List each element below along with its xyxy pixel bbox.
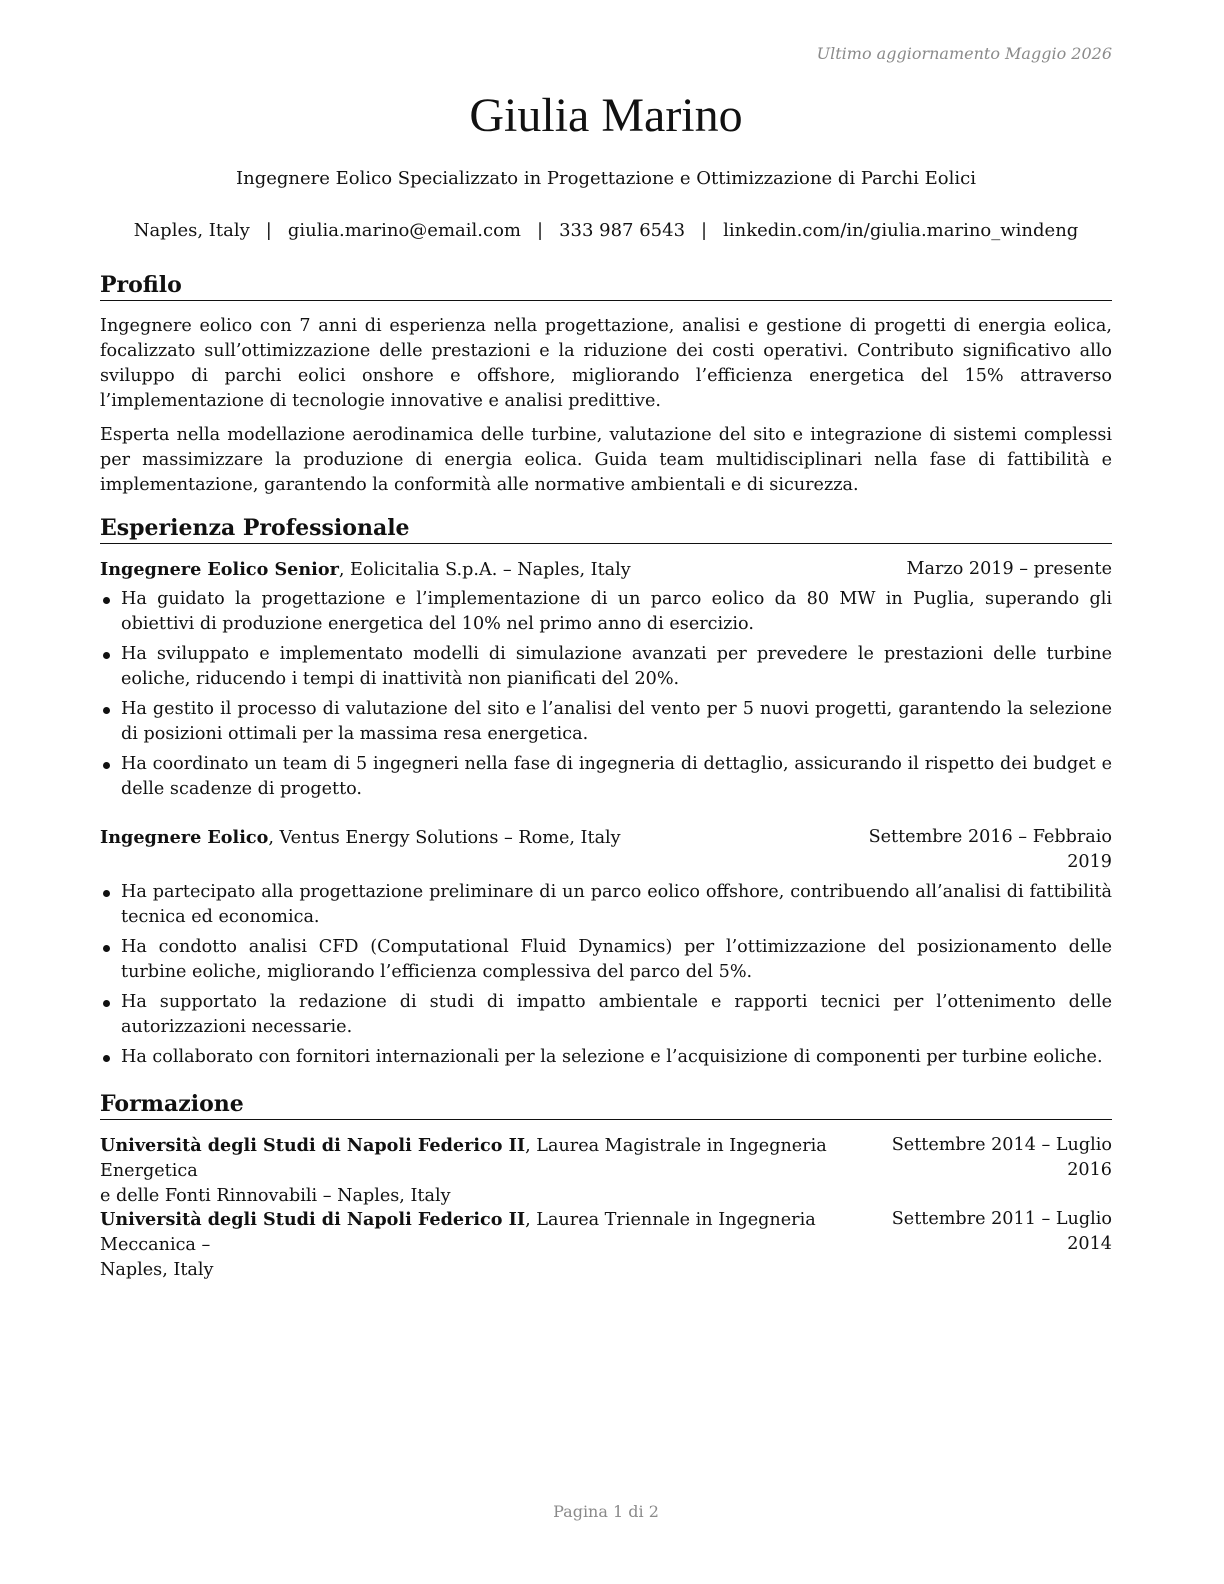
section-title-profile: Profilo — [100, 271, 1112, 301]
contact-phone: 333 987 6543 — [559, 220, 686, 241]
contact-separator: | — [265, 220, 272, 241]
list-item: Ha gestito il processo di valutazione del sito e l’analisi del vento per 5 nuovi progetti, garantendo la selezione di posizioni ottimali per la massima resa energetica. — [100, 697, 1112, 747]
contact-separator: | — [701, 220, 708, 241]
job-dates: Settembre 2016 – Febbraio 2019 — [868, 827, 1112, 872]
resume-page — [100, 0, 1112, 1584]
list-item: Ha supportato la redazione di studi di impatto ambientale e rapporti tecnici per l’ottenimento delle autorizzazioni necessarie. — [100, 990, 1112, 1040]
list-item: Ha coordinato un team di 5 ingegneri nella fase di ingegneria di dettaglio, assicurando il rispetto dei budget e delle scadenze di progetto. — [100, 752, 1112, 802]
bullet-icon — [103, 652, 110, 659]
bullet-icon — [103, 762, 110, 769]
job-company: , Eolicitalia S.p.A. – Naples, Italy — [338, 560, 631, 580]
job-bullets — [100, 880, 1112, 1075]
list-item: Ha condotto analisi CFD (Computational Fluid Dynamics) per l’ottimizzazione del posizionamento delle turbine eoliche, migliorando l’efficienza complessiva del parco del 5%. — [100, 935, 1112, 985]
job-role: Ingegnere Eolico Senior — [100, 559, 339, 580]
list-item: Ha collaborato con fornitori internazionali per la selezione e l’acquisizione di componenti per turbine eoliche. — [100, 1045, 1112, 1070]
bullet-icon — [103, 890, 110, 897]
job-bullets — [100, 587, 1112, 807]
bullet-icon — [103, 1055, 110, 1062]
contact-separator: | — [536, 220, 544, 241]
list-item: Ha partecipato alla progettazione preliminare di un parco eolico offshore, contribuendo all’analisi di fattibilità tecnica ed economica. — [100, 880, 1112, 930]
degree-continued: e delle Fonti Rinnovabili – Naples, Italy — [100, 1186, 451, 1206]
section-title-experience: Esperienza Professionale — [100, 514, 1112, 544]
school-name: Università degli Studi di Napoli Federico II — [100, 1135, 526, 1156]
job-dates: Marzo 2019 – presente — [906, 559, 1112, 579]
job-header — [100, 557, 1112, 583]
education-entry — [100, 1207, 1112, 1283]
candidate-name: Giulia Marino — [469, 89, 743, 142]
school-name: Università degli Studi di Napoli Federico II — [100, 1209, 526, 1230]
profile-paragraph: Esperta nella modellazione aerodinamica delle turbine, valutazione del sito e integrazione di sistemi complessi per massimizzare la produzione di energia eolica. Guida team multidisciplinari nella fase di fattibilità e implementazione, garantendo la conformità alle normative ambientali e di sicurezza. — [100, 425, 1112, 495]
bullet-icon — [103, 945, 110, 952]
education-dates: Settembre 2011 – Luglio 2014 — [891, 1209, 1112, 1254]
bullet-icon — [103, 707, 110, 714]
last-updated-note: Ultimo aggiornamento Maggio 2026 — [816, 44, 1112, 63]
bullet-icon — [103, 597, 110, 604]
job-header — [100, 825, 1112, 875]
list-item: Ha sviluppato e implementato modelli di simulazione avanzati per prevedere le prestazioni delle turbine eoliche, riducendo i tempi di inattività non pianificati del 20%. — [100, 642, 1112, 692]
page-number: Pagina 1 di 2 — [553, 1502, 659, 1521]
list-item: Ha guidato la progettazione e l’implementazione di un parco eolico da 80 MW in Puglia, superando gli obiettivi di produzione energetica del 10% nel primo anno di esercizio. — [100, 587, 1112, 637]
job-company: , Ventus Energy Solutions – Rome, Italy — [268, 828, 621, 848]
degree: , Laurea Magistrale in Ingegneria Energetica — [100, 1136, 827, 1181]
section-title-education: Formazione — [100, 1090, 1112, 1120]
profile-paragraph: Ingegnere eolico con 7 anni di esperienza nella progettazione, analisi e gestione di progetti di energia eolica, focalizzato sull’ottimizzazione delle prestazioni e la riduzione dei costi operativi. Contributo significativo allo sviluppo di parchi eolici onshore e offshore, migliorando l’efficienza energetica del 15% attraverso l’implementazione di tecnologie innovative e analisi predittive. — [100, 316, 1112, 411]
education-entry — [100, 1133, 1112, 1209]
degree: , Laurea Triennale in Ingegneria Meccanica – — [100, 1210, 816, 1255]
bullet-icon — [103, 1000, 110, 1007]
contact-linkedin[interactable]: linkedin.com/in/giulia.marino_windeng — [723, 220, 1079, 241]
headline: Ingegnere Eolico Specializzato in Progettazione e Ottimizzazione di Parchi Eolici — [236, 168, 976, 189]
degree-continued: Naples, Italy — [100, 1260, 214, 1280]
job-role: Ingegnere Eolico — [100, 827, 269, 848]
education-dates: Settembre 2014 – Luglio 2016 — [891, 1135, 1112, 1180]
contact-line — [100, 219, 1112, 243]
contact-location: Naples, Italy — [133, 220, 250, 241]
contact-email[interactable]: giulia.marino@email.com — [287, 220, 521, 241]
